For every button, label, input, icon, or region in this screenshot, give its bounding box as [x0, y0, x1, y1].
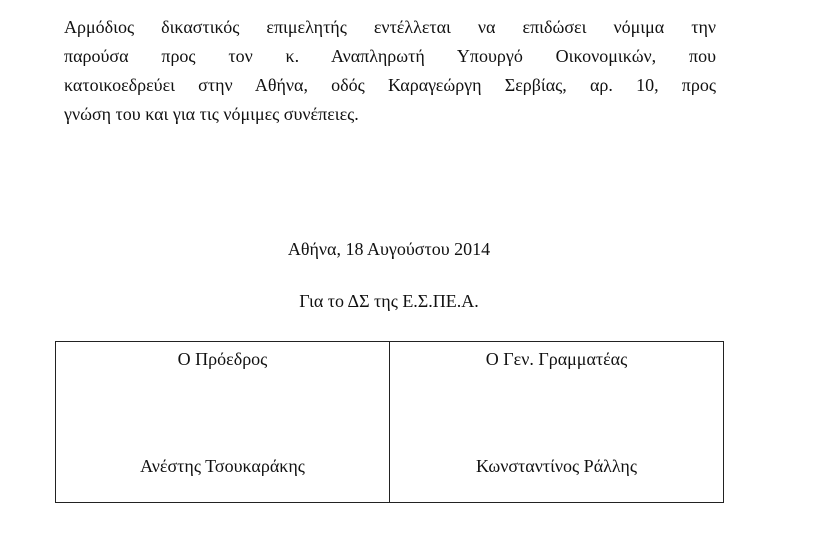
signature-table	[55, 341, 724, 503]
president-name: Ανέστης Τσουκαράκης	[140, 456, 305, 476]
secretary-signature-cell	[390, 342, 724, 503]
paragraph-line: παρούσα προς τον κ. Αναπληρωτή Υπουργό Οικονομικών, που	[64, 46, 716, 66]
secretary-role-label: Ο Γεν. Γραμματέας	[485, 349, 628, 369]
paragraph-line: κατοικοεδρεύει στην Αθήνα, οδός Καραγεώργη Σερβίας, αρ. 10, προς	[64, 75, 716, 95]
president-role-label: Ο Πρόεδρος	[177, 349, 268, 369]
president-signature-cell	[56, 342, 390, 503]
board-attribution-line: Για το ΔΣ της Ε.Σ.ΠΕ.Α.	[299, 291, 479, 311]
secretary-name: Κωνσταντίνος Ράλλης	[476, 456, 637, 476]
signature-row	[56, 342, 724, 503]
paragraph-line: Αρμόδιος δικαστικός επιμελητής εντέλλεται να επιδώσει νόμιμα την	[64, 17, 716, 37]
service-instruction-paragraph	[64, 13, 716, 129]
place-date-line: Αθήνα, 18 Αυγούστου 2014	[287, 239, 491, 259]
paragraph-line: γνώση του και για τις νόμιμες συνέπειες.	[64, 104, 359, 124]
